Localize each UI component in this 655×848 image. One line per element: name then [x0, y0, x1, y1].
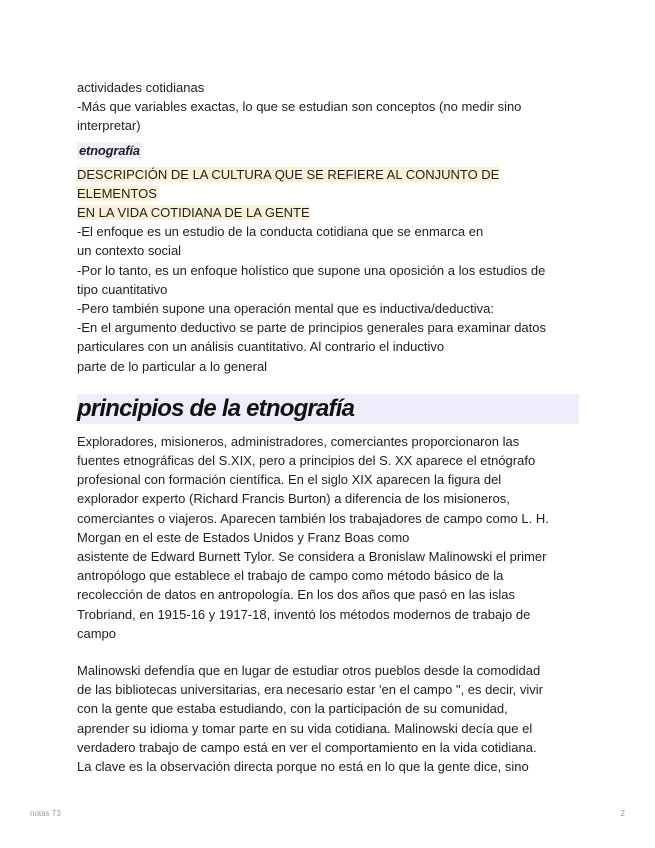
text-line: un contexto social [77, 243, 182, 259]
etnografia-label: etnografía [79, 142, 140, 158]
text-line: fuentes etnográficas del S.XIX, pero a principios del S. XX aparece el etnógrafo [77, 453, 536, 469]
text-line: antropólogo que establece el trabajo de campo como método básico de la [77, 568, 504, 584]
text-line: verdadero trabajo de campo está en ver el comportamiento en la vida cotidiana. [77, 739, 537, 755]
text-line: parte de lo particular a lo general [77, 358, 268, 374]
text-line: campo [77, 625, 117, 641]
footer-document-title: notas T3 [30, 809, 61, 818]
text-line: tipo cuantitativo [77, 281, 168, 297]
text-line: Exploradores, misioneros, administradores, comerciantes proporcionaron las [77, 433, 520, 449]
text-line: asistente de Edward Burnett Tylor. Se considera a Bronislaw Malinowski el primer [77, 549, 547, 565]
text-line: -El enfoque es un estudio de la conducta cotidiana que se enmarca en [77, 224, 484, 240]
text-line: comerciantes o viajeros. Aparecen también los trabajadores de campo como L. H. [77, 510, 549, 526]
text-line: Morgan en el este de Estados Unidos y Franz Boas como [77, 529, 410, 545]
text-line: interpretar) [77, 118, 141, 134]
text-line: La clave es la observación directa porque no está en lo que la gente dice, sino [77, 759, 529, 775]
text-line: Trobriand, en 1915-16 y 1917-18, inventó los métodos modernos de trabajo de [77, 606, 531, 622]
text-line: Malinowski defendía que en lugar de estudiar otros pueblos desde la comodidad [77, 663, 541, 679]
highlighted-text-line: EN LA VIDA COTIDIANA DE LA GENTE [77, 205, 310, 221]
section-heading: principios de la etnografía [77, 394, 579, 424]
text-line: recolección de datos en antropología. En los dos años que pasó en las islas [77, 587, 515, 603]
text-line: particulares con un análisis cuantitativo. Al contrario el inductivo [77, 339, 445, 355]
text-line: profesional con formación científica. En el siglo XIX aparecen la figura del [77, 472, 502, 488]
text-line: de las bibliotecas universitarias, era necesario estar 'en el campo ", es decir, vivir [77, 682, 543, 698]
text-line: explorador experto (Richard Francis Burton) a diferencia de los misioneros, [77, 491, 510, 507]
text-line: -Por lo tanto, es un enfoque holístico que supone una oposición a los estudios de [77, 262, 546, 278]
etnografia-definition [77, 165, 579, 376]
footer-page-number: 2 [620, 809, 625, 818]
text-line: -En el argumento deductivo se parte de principios generales para examinar datos [77, 320, 546, 336]
paragraph-gap [77, 643, 579, 661]
principios-paragraph-1 [77, 432, 579, 643]
text-line: -Pero también supone una operación mental que es inductiva/deductiva: [77, 301, 494, 317]
text-line: con la gente que estaba estudiando, con la participación de su comunidad, [77, 701, 508, 717]
principios-paragraph-2 [77, 661, 579, 776]
page-content [77, 78, 579, 776]
text-line: -Más que variables exactas, lo que se estudian son conceptos (no medir sino [77, 99, 522, 115]
text-line: aprender su idioma y tomar parte en su vida cotidiana. Malinowski decía que el [77, 720, 533, 736]
intro-paragraph [77, 78, 579, 136]
highlighted-text-line: DESCRIPCIÓN DE LA CULTURA QUE SE REFIERE AL CONJUNTO DE ELEMENTOS [77, 166, 500, 201]
text-line: actividades cotidianas [77, 80, 205, 95]
